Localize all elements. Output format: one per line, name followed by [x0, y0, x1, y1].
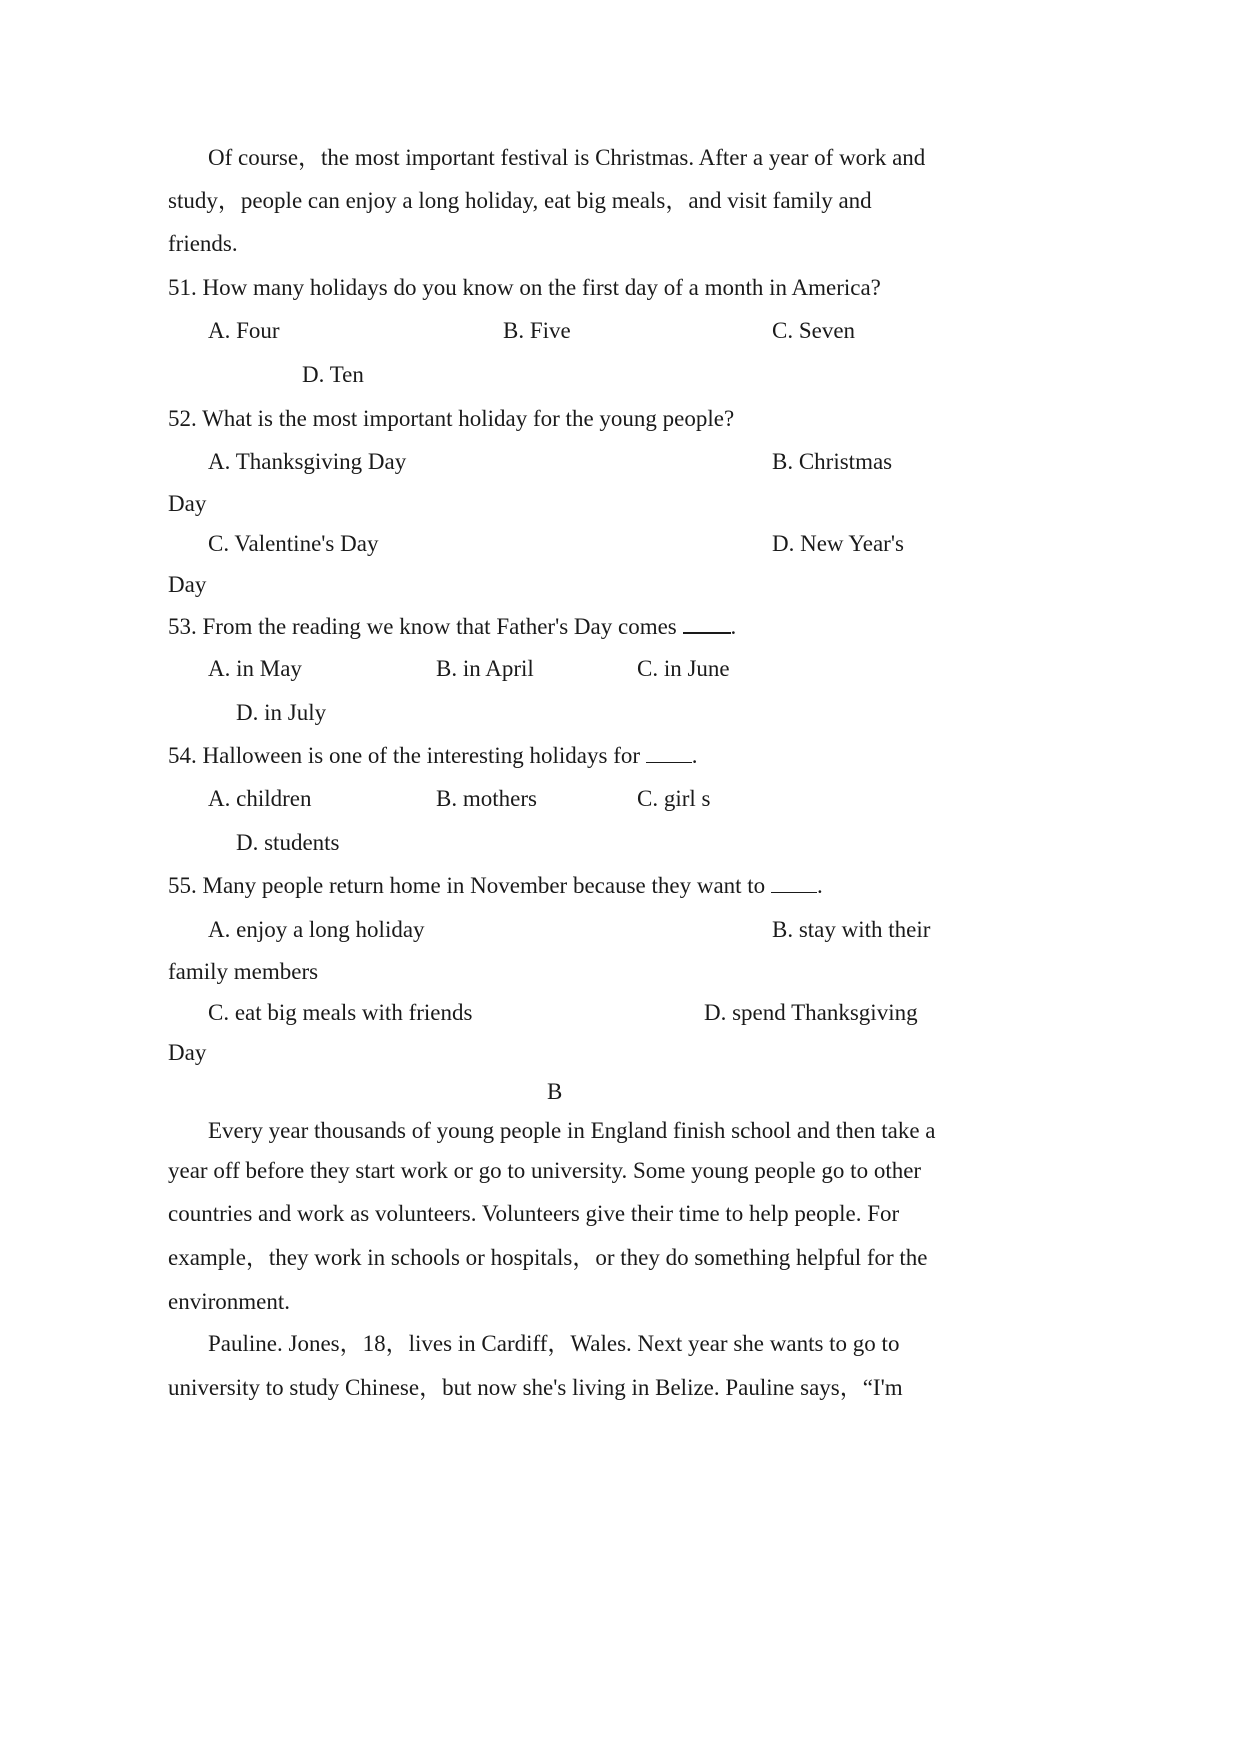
question-55-option-b-wrap: family members — [168, 959, 319, 984]
question-52-option-c: C. Valentine's Day — [208, 531, 379, 556]
question-55-option-c: C. eat big meals with friends — [208, 1000, 473, 1025]
question-55-stem — [168, 874, 823, 897]
question-51-option-a: A. Four — [208, 318, 280, 343]
question-55-stem-text: 55. Many people return home in November because they want to — [168, 873, 771, 898]
question-55-option-d-wrap: Day — [168, 1040, 207, 1065]
answer-blank — [683, 614, 731, 634]
question-52-option-a: A. Thanksgiving Day — [208, 449, 407, 474]
question-54-option-c: C. girl s — [637, 786, 711, 811]
question-51-option-b: B. Five — [503, 318, 571, 343]
section-b-p2-line-1: Pauline. Jones，18，lives in Cardiff，Wales. Next year she wants to go to — [208, 1331, 900, 1356]
question-52-option-b: B. Christmas — [772, 449, 893, 474]
passage-a-line-1: Of course，the most important festival is Christmas. After a year of work and — [208, 145, 926, 170]
question-54-option-d: D. students — [236, 830, 340, 855]
question-52-option-d: D. New Year's — [772, 531, 904, 556]
answer-blank — [646, 744, 692, 763]
question-55-option-b: B. stay with their — [772, 917, 931, 942]
question-54-stem-end: . — [691, 743, 698, 768]
question-54-option-a: A. children — [208, 786, 312, 811]
question-53-option-a: A. in May — [208, 656, 302, 681]
question-53-stem-text: 53. From the reading we know that Father's Day comes — [168, 614, 683, 639]
answer-blank — [771, 874, 817, 893]
question-55-option-d: D. spend Thanksgiving — [704, 1000, 918, 1025]
question-53-option-c: C. in June — [637, 656, 730, 681]
question-54-stem-text: 54. Halloween is one of the interesting holidays for — [168, 743, 646, 768]
question-54-option-b: B. mothers — [436, 786, 537, 811]
section-b-p2-line-2: university to study Chinese，but now she's living in Belize. Pauline says，“I'm — [168, 1375, 903, 1400]
question-51-option-c: C. Seven — [772, 318, 856, 343]
passage-a-line-2: study，people can enjoy a long holiday, eat big meals，and visit family and — [168, 188, 872, 213]
question-54-stem — [168, 744, 698, 767]
question-55-stem-end: . — [816, 873, 823, 898]
question-52-option-b-wrap: Day — [168, 491, 207, 516]
section-b-heading: B — [547, 1079, 563, 1104]
question-51-stem: 51. How many holidays do you know on the first day of a month in America? — [168, 275, 881, 300]
question-51-option-d: D. Ten — [302, 362, 364, 387]
question-53-stem — [168, 614, 736, 638]
section-b-p1-line-2: year off before they start work or go to university. Some young people go to other — [168, 1158, 922, 1183]
question-53-stem-end: . — [730, 614, 737, 639]
section-b-p1-line-3: countries and work as volunteers. Volunteers give their time to help people. For — [168, 1201, 900, 1226]
section-b-p1-line-1: Every year thousands of young people in England finish school and then take a — [208, 1118, 936, 1143]
passage-a-line-3: friends. — [168, 231, 238, 256]
section-b-p1-line-4: example，they work in schools or hospitals，or they do something helpful for the — [168, 1245, 928, 1270]
question-52-option-d-wrap: Day — [168, 572, 207, 597]
section-b-p1-line-5: environment. — [168, 1289, 290, 1314]
question-53-option-b: B. in April — [436, 656, 534, 681]
question-55-option-a: A. enjoy a long holiday — [208, 917, 425, 942]
question-52-stem: 52. What is the most important holiday for the young people? — [168, 406, 735, 431]
question-53-option-d: D. in July — [236, 700, 327, 725]
